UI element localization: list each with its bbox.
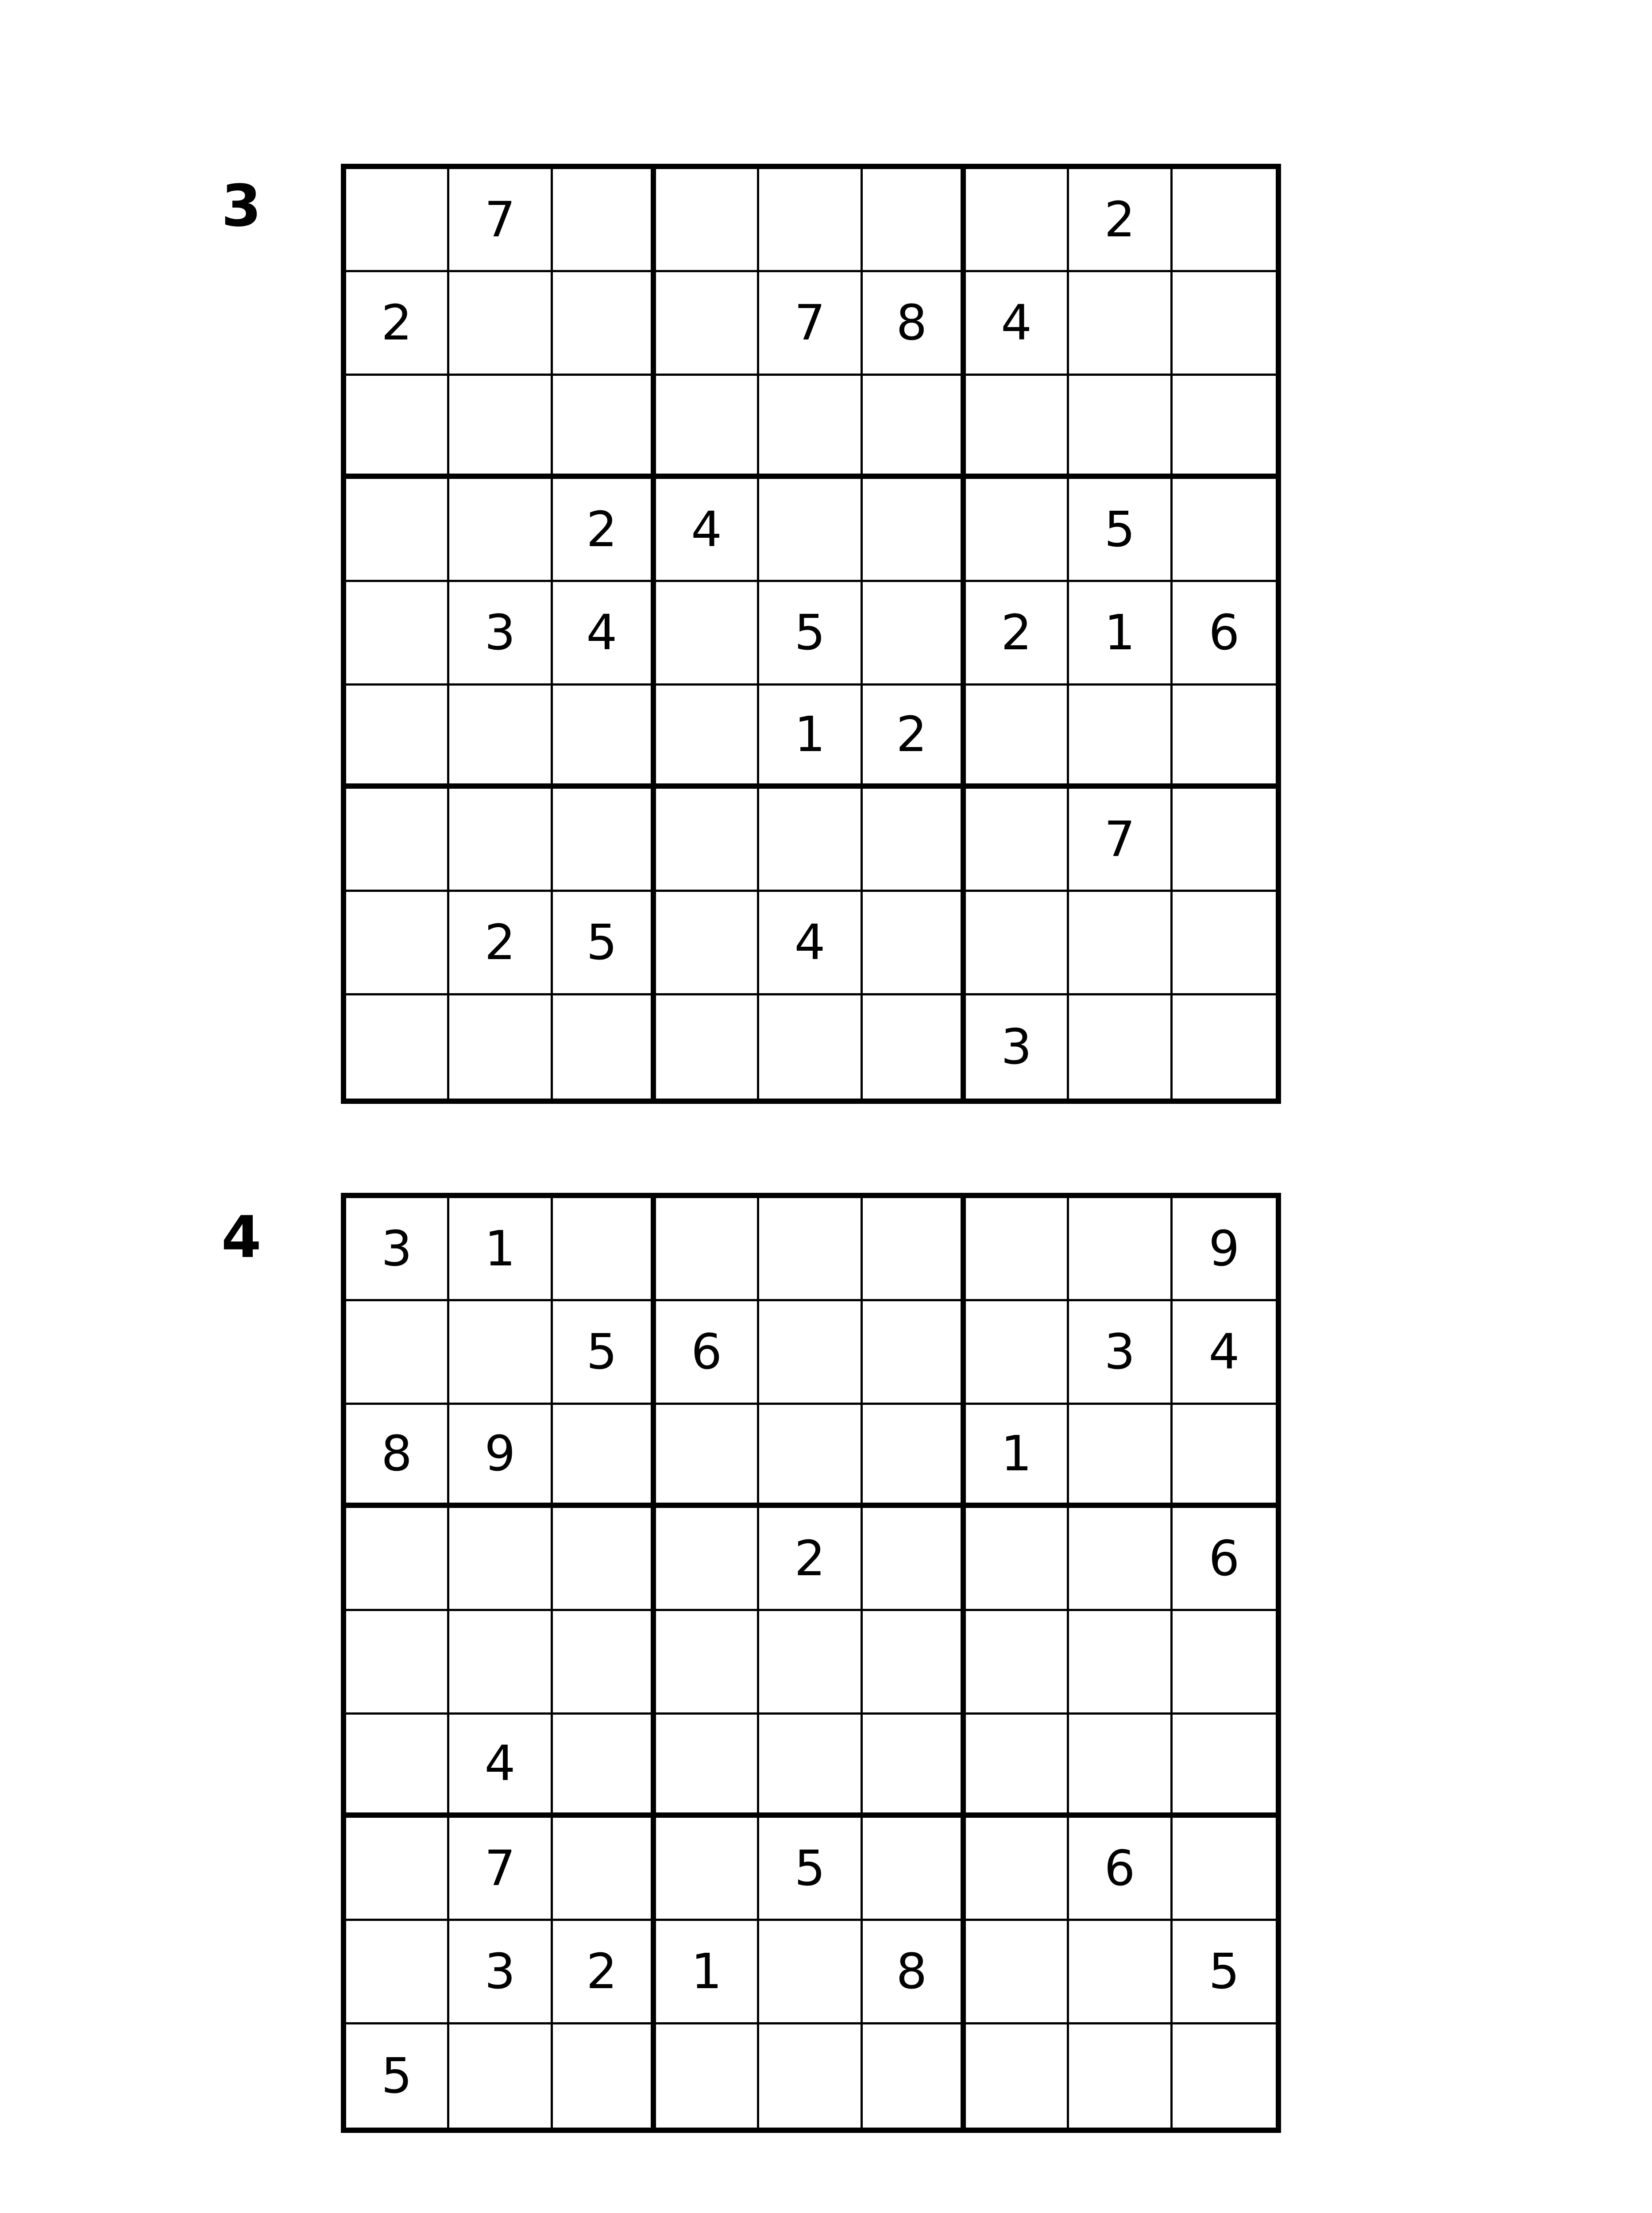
sudoku-cell-empty[interactable]	[553, 1715, 656, 1818]
sudoku-cell-empty[interactable]	[346, 169, 449, 272]
sudoku-cell-empty[interactable]	[656, 892, 759, 995]
sudoku-cell-empty[interactable]	[346, 892, 449, 995]
sudoku-cell-empty[interactable]	[863, 1818, 966, 1921]
sudoku-cell-given: 5	[346, 2024, 449, 2128]
sudoku-cell-empty[interactable]	[449, 479, 552, 582]
sudoku-cell-empty[interactable]	[759, 169, 862, 272]
sudoku-cell-empty[interactable]	[449, 2024, 552, 2128]
sudoku-cell-empty[interactable]	[553, 1508, 656, 1611]
sudoku-cell-empty[interactable]	[759, 2024, 862, 2128]
sudoku-cell-given: 2	[759, 1508, 862, 1611]
sudoku-cell-given: 2	[449, 892, 552, 995]
sudoku-cell-given: 7	[449, 169, 552, 272]
sudoku-cell-empty[interactable]	[1069, 1611, 1172, 1714]
sudoku-cell-empty[interactable]	[656, 1611, 759, 1714]
sudoku-cell-empty[interactable]	[449, 995, 552, 1099]
sudoku-cell-empty[interactable]	[656, 1198, 759, 1301]
sudoku-cell-empty[interactable]	[553, 1405, 656, 1508]
sudoku-cell-empty[interactable]	[1069, 686, 1172, 789]
sudoku-cell-empty[interactable]	[863, 376, 966, 479]
sudoku-cell-empty[interactable]	[966, 686, 1069, 789]
sudoku-cell-empty[interactable]	[656, 686, 759, 789]
sudoku-cell-given: 5	[553, 892, 656, 995]
sudoku-cell-empty[interactable]	[759, 1405, 862, 1508]
sudoku-cell-given: 6	[1173, 582, 1276, 685]
sudoku-cell-given: 6	[656, 1301, 759, 1404]
sudoku-cell-given: 1	[1069, 582, 1172, 685]
sudoku-cell-empty[interactable]	[449, 1301, 552, 1404]
sudoku-cell-given: 5	[759, 1818, 862, 1921]
sudoku-cell-empty[interactable]	[656, 1508, 759, 1611]
sudoku-cell-given: 5	[553, 1301, 656, 1404]
sudoku-cell-empty[interactable]	[449, 272, 552, 375]
sudoku-cell-empty[interactable]	[759, 995, 862, 1099]
sudoku-cell-empty[interactable]	[553, 1818, 656, 1921]
sudoku-cell-empty[interactable]	[863, 1198, 966, 1301]
sudoku-cell-empty[interactable]	[966, 1715, 1069, 1818]
sudoku-cell-empty[interactable]	[553, 272, 656, 375]
sudoku-cell-empty[interactable]	[1173, 2024, 1276, 2128]
sudoku-cell-empty[interactable]	[1173, 1818, 1276, 1921]
sudoku-cell-given: 9	[1173, 1198, 1276, 1301]
sudoku-grid	[341, 164, 1281, 1104]
sudoku-cell-empty[interactable]	[966, 1198, 1069, 1301]
sudoku-cell-given: 3	[966, 995, 1069, 1099]
sudoku-cell-given: 4	[1173, 1301, 1276, 1404]
sudoku-cell-given: 9	[449, 1405, 552, 1508]
sudoku-cell-empty[interactable]	[863, 1715, 966, 1818]
sudoku-cell-empty[interactable]	[1173, 1611, 1276, 1714]
sudoku-cell-empty[interactable]	[1069, 1508, 1172, 1611]
sudoku-cell-given: 4	[966, 272, 1069, 375]
sudoku-cell-empty[interactable]	[966, 789, 1069, 892]
sudoku-cell-empty[interactable]	[553, 995, 656, 1099]
sudoku-cell-empty[interactable]	[1069, 1715, 1172, 1818]
sudoku-cell-empty[interactable]	[1069, 995, 1172, 1099]
sudoku-cell-given: 2	[553, 479, 656, 582]
sudoku-cell-empty[interactable]	[449, 1508, 552, 1611]
sudoku-cell-given: 5	[1173, 1921, 1276, 2024]
sudoku-cell-given: 2	[553, 1921, 656, 2024]
sudoku-cell-empty[interactable]	[449, 1611, 552, 1714]
sudoku-cell-empty[interactable]	[553, 1611, 656, 1714]
sudoku-cell-empty[interactable]	[863, 1508, 966, 1611]
sudoku-cell-given: 1	[656, 1921, 759, 2024]
sudoku-cell-empty[interactable]	[863, 1405, 966, 1508]
sudoku-cell-given: 6	[1069, 1818, 1172, 1921]
sudoku-cell-given: 8	[346, 1405, 449, 1508]
sudoku-cell-empty[interactable]	[553, 2024, 656, 2128]
sudoku-cell-empty[interactable]	[656, 789, 759, 892]
sudoku-cell-given: 4	[759, 892, 862, 995]
sudoku-cell-empty[interactable]	[1069, 2024, 1172, 2128]
sudoku-cell-empty[interactable]	[1069, 1921, 1172, 2024]
sudoku-cell-empty[interactable]	[759, 1921, 862, 2024]
sudoku-cell-empty[interactable]	[346, 686, 449, 789]
sudoku-cell-empty[interactable]	[346, 1715, 449, 1818]
sudoku-cell-empty[interactable]	[449, 789, 552, 892]
sudoku-cell-given: 3	[449, 1921, 552, 2024]
sudoku-cell-empty[interactable]	[966, 892, 1069, 995]
sudoku-cell-empty[interactable]	[346, 479, 449, 582]
sudoku-cell-empty[interactable]	[449, 376, 552, 479]
sudoku-cell-given: 4	[656, 479, 759, 582]
sudoku-cell-empty[interactable]	[863, 1301, 966, 1404]
sudoku-cell-empty[interactable]	[1173, 892, 1276, 995]
sudoku-cell-empty[interactable]	[966, 1508, 1069, 1611]
sudoku-cell-empty[interactable]	[863, 892, 966, 995]
sudoku-cell-given: 8	[863, 272, 966, 375]
sudoku-cell-given: 6	[1173, 1508, 1276, 1611]
sudoku-cell-empty[interactable]	[863, 169, 966, 272]
sudoku-cell-empty[interactable]	[346, 1301, 449, 1404]
sudoku-cell-empty[interactable]	[759, 789, 862, 892]
sudoku-cell-given: 7	[759, 272, 862, 375]
sudoku-cell-empty[interactable]	[553, 686, 656, 789]
sudoku-cell-empty[interactable]	[656, 1405, 759, 1508]
sudoku-cell-given: 1	[449, 1198, 552, 1301]
sudoku-cell-given: 3	[346, 1198, 449, 1301]
sudoku-cell-empty[interactable]	[1173, 376, 1276, 479]
sudoku-cell-empty[interactable]	[759, 1611, 862, 1714]
sudoku-cell-empty[interactable]	[863, 582, 966, 685]
sudoku-cell-given: 7	[1069, 789, 1172, 892]
sudoku-cell-empty[interactable]	[759, 479, 862, 582]
sudoku-cell-empty[interactable]	[346, 789, 449, 892]
sudoku-cell-empty[interactable]	[346, 582, 449, 685]
puzzle-number: 3	[221, 172, 262, 239]
sudoku-cell-empty[interactable]	[1173, 1405, 1276, 1508]
sudoku-cell-given: 2	[346, 272, 449, 375]
sudoku-cell-empty[interactable]	[1173, 686, 1276, 789]
sudoku-cell-empty[interactable]	[966, 1301, 1069, 1404]
sudoku-cell-given: 3	[1069, 1301, 1172, 1404]
sudoku-cell-empty[interactable]	[346, 995, 449, 1099]
sudoku-cell-empty[interactable]	[553, 1198, 656, 1301]
sudoku-cell-empty[interactable]	[656, 995, 759, 1099]
sudoku-cell-empty[interactable]	[966, 1818, 1069, 1921]
sudoku-cell-empty[interactable]	[1069, 376, 1172, 479]
sudoku-cell-given: 7	[449, 1818, 552, 1921]
sudoku-cell-empty[interactable]	[759, 1198, 862, 1301]
sudoku-cell-empty[interactable]	[863, 1611, 966, 1714]
sudoku-cell-empty[interactable]	[966, 1921, 1069, 2024]
sudoku-cell-empty[interactable]	[656, 376, 759, 479]
sudoku-cell-given: 8	[863, 1921, 966, 2024]
sudoku-cell-empty[interactable]	[656, 1818, 759, 1921]
sudoku-cell-given: 1	[966, 1405, 1069, 1508]
sudoku-cell-empty[interactable]	[759, 376, 862, 479]
sudoku-cell-empty[interactable]	[346, 1508, 449, 1611]
sudoku-cell-empty[interactable]	[1173, 169, 1276, 272]
sudoku-grid	[341, 1193, 1281, 2133]
sudoku-cell-empty[interactable]	[966, 1611, 1069, 1714]
sudoku-cell-empty[interactable]	[1173, 1715, 1276, 1818]
sudoku-cell-empty[interactable]	[1173, 995, 1276, 1099]
sudoku-cell-given: 5	[1069, 479, 1172, 582]
sudoku-cell-empty[interactable]	[553, 789, 656, 892]
sudoku-cell-empty[interactable]	[759, 1715, 862, 1818]
sudoku-cell-empty[interactable]	[966, 479, 1069, 582]
sudoku-cell-empty[interactable]	[346, 1818, 449, 1921]
sudoku-cell-empty[interactable]	[346, 1921, 449, 2024]
sudoku-cell-empty[interactable]	[1069, 272, 1172, 375]
sudoku-cell-empty[interactable]	[1173, 272, 1276, 375]
sudoku-cell-given: 5	[759, 582, 862, 685]
sudoku-cell-empty[interactable]	[863, 2024, 966, 2128]
sudoku-cell-given: 4	[553, 582, 656, 685]
sudoku-cell-empty[interactable]	[863, 479, 966, 582]
sudoku-cell-empty[interactable]	[656, 2024, 759, 2128]
sudoku-cell-empty[interactable]	[966, 169, 1069, 272]
puzzle-number: 4	[221, 1203, 262, 1271]
sudoku-cell-empty[interactable]	[966, 2024, 1069, 2128]
sudoku-cell-given: 1	[759, 686, 862, 789]
sudoku-cell-empty[interactable]	[553, 169, 656, 272]
sudoku-cell-empty[interactable]	[966, 376, 1069, 479]
sudoku-cell-given: 3	[449, 582, 552, 685]
sudoku-cell-given: 2	[966, 582, 1069, 685]
sudoku-cell-empty[interactable]	[1069, 1198, 1172, 1301]
sudoku-cell-empty[interactable]	[1069, 892, 1172, 995]
sudoku-cell-empty[interactable]	[863, 995, 966, 1099]
sudoku-cell-empty[interactable]	[863, 789, 966, 892]
sudoku-cell-empty[interactable]	[656, 169, 759, 272]
sudoku-cell-empty[interactable]	[1173, 479, 1276, 582]
sudoku-cell-empty[interactable]	[656, 1715, 759, 1818]
sudoku-cell-empty[interactable]	[346, 376, 449, 479]
sudoku-cell-empty[interactable]	[1069, 1405, 1172, 1508]
sudoku-cell-empty[interactable]	[656, 272, 759, 375]
sudoku-cell-empty[interactable]	[553, 376, 656, 479]
sudoku-cell-empty[interactable]	[759, 1301, 862, 1404]
sudoku-cell-empty[interactable]	[346, 1611, 449, 1714]
sudoku-cell-given: 4	[449, 1715, 552, 1818]
sudoku-cell-empty[interactable]	[656, 582, 759, 685]
sudoku-cell-given: 2	[863, 686, 966, 789]
sudoku-cell-empty[interactable]	[449, 686, 552, 789]
sudoku-cell-given: 2	[1069, 169, 1172, 272]
sudoku-cell-empty[interactable]	[1173, 789, 1276, 892]
